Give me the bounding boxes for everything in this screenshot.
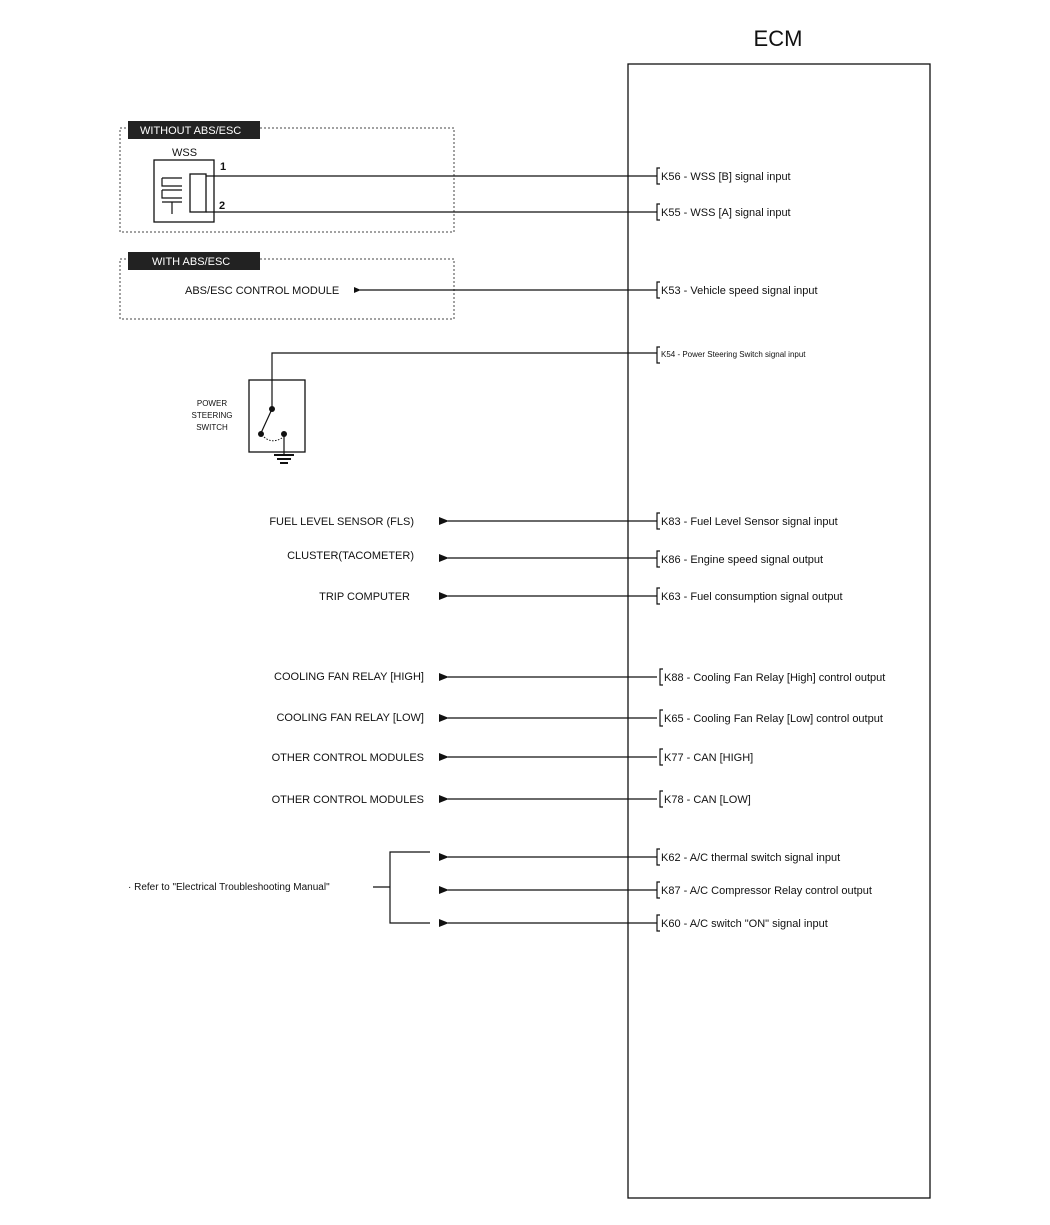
signal-k60: K60 - A/C switch "ON" signal input bbox=[661, 918, 828, 930]
signal-k86: K86 - Engine speed signal output bbox=[661, 554, 824, 566]
wire-k54 bbox=[272, 353, 657, 408]
signal-k88: K88 - Cooling Fan Relay [High] control output bbox=[664, 672, 886, 684]
device-fls: FUEL LEVEL SENSOR (FLS) bbox=[269, 516, 414, 528]
signal-k54: K54 - Power Steering Switch signal input bbox=[661, 350, 806, 359]
signal-k63: K63 - Fuel consumption signal output bbox=[661, 591, 843, 603]
without-abs-header: WITHOUT ABS/ESC bbox=[140, 125, 242, 137]
signal-k78: K78 - CAN [LOW] bbox=[664, 794, 751, 806]
device-fan-relay-low: COOLING FAN RELAY [LOW] bbox=[276, 712, 424, 724]
device-other-modules-low: OTHER CONTROL MODULES bbox=[271, 794, 424, 806]
signal-k87: K87 - A/C Compressor Relay control output bbox=[661, 885, 872, 897]
wss-pin-2: 2 bbox=[219, 200, 226, 212]
signal-k56: K56 - WSS [B] signal input bbox=[661, 171, 791, 183]
ac-bracket bbox=[390, 852, 430, 923]
ps-switch-box bbox=[249, 380, 305, 452]
refer-note: · Refer to "Electrical Troubleshooting Manual" bbox=[128, 882, 330, 893]
abs-module-label: ABS/ESC CONTROL MODULE bbox=[185, 285, 340, 297]
signal-k62: K62 - A/C thermal switch signal input bbox=[661, 852, 841, 864]
signal-k83: K83 - Fuel Level Sensor signal input bbox=[661, 516, 838, 528]
signal-k55: K55 - WSS [A] signal input bbox=[661, 207, 791, 219]
wss-pin-1: 1 bbox=[220, 161, 227, 173]
ecm-pin-brackets bbox=[657, 168, 663, 931]
ps-switch-label-1: POWER bbox=[196, 399, 228, 408]
ecm-box bbox=[628, 64, 930, 1198]
device-cluster: CLUSTER(TACOMETER) bbox=[287, 550, 414, 562]
device-other-modules-high: OTHER CONTROL MODULES bbox=[271, 752, 424, 764]
signal-k65: K65 - Cooling Fan Relay [Low] control output bbox=[664, 713, 883, 725]
wss-sensor-icon bbox=[154, 160, 214, 222]
device-trip-computer: TRIP COMPUTER bbox=[319, 591, 410, 603]
ecm-title: ECM bbox=[753, 26, 803, 51]
ground-icon bbox=[274, 452, 294, 463]
ps-switch-icon bbox=[258, 406, 287, 452]
device-fan-relay-high: COOLING FAN RELAY [HIGH] bbox=[274, 671, 424, 683]
without-abs-group bbox=[120, 128, 454, 232]
wss-label: WSS bbox=[172, 147, 198, 159]
signal-k53: K53 - Vehicle speed signal input bbox=[661, 285, 818, 297]
ps-switch-label-3: SWITCH bbox=[196, 423, 228, 432]
signal-k77: K77 - CAN [HIGH] bbox=[664, 752, 754, 764]
with-abs-header: WITH ABS/ESC bbox=[152, 256, 231, 268]
ps-switch-label-2: STEERING bbox=[191, 411, 233, 420]
